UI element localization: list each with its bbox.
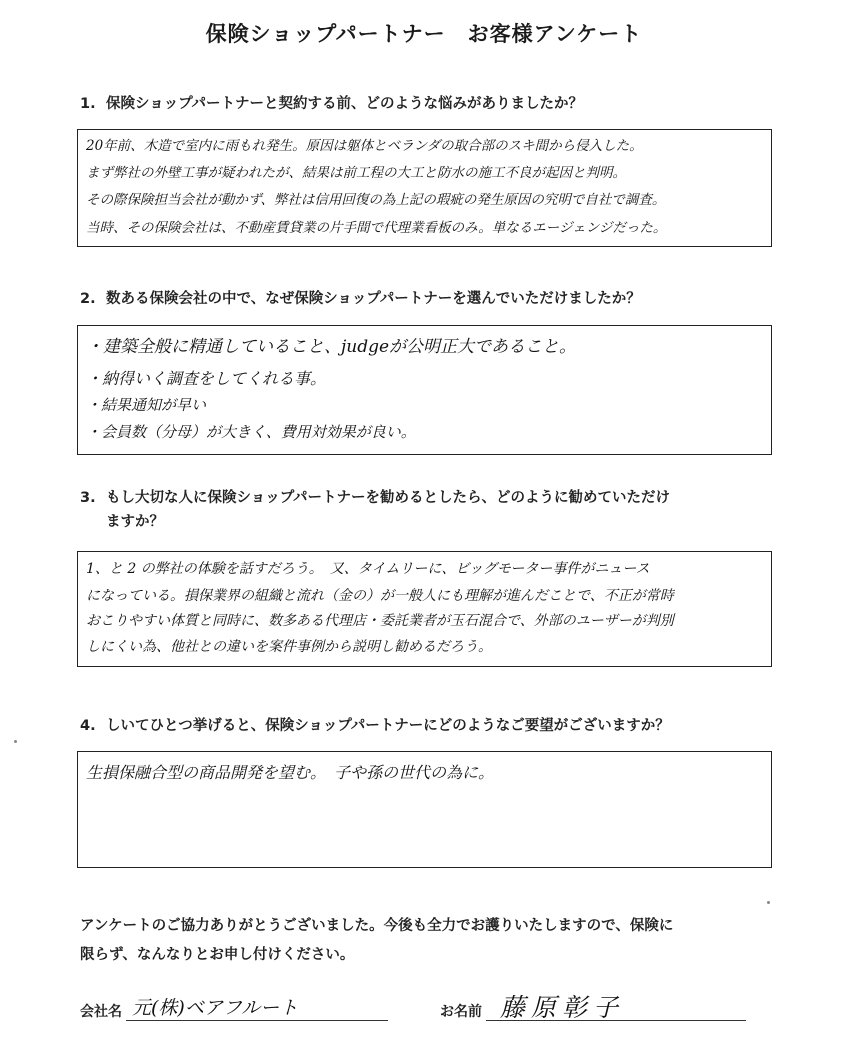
- question-text: 保険ショップパートナーと契約する前、どのような悩みがありましたか？: [106, 96, 584, 112]
- question-1: [80, 92, 780, 116]
- answer-line: その際保険担当会社が動かず、弊社は信用回復の為上記の瑕疵の発生原因の究明で自社で調査。: [86, 192, 666, 208]
- question-number: 2.: [80, 291, 96, 307]
- question-2: [80, 287, 780, 311]
- question-text-continued: ますか？: [106, 514, 164, 530]
- question-number: 3.: [80, 490, 96, 506]
- answer-box-2: [77, 325, 772, 455]
- answer-line: 当時、その保険会社は、不動産賃貸業の片手間で代理業看板のみ。単なるエージェンジだった。: [86, 220, 667, 236]
- name-value: 藤原彰子: [500, 993, 625, 1022]
- answer-box-4: [77, 751, 772, 868]
- question-text: 数ある保険会社の中で、なぜ保険ショップパートナーを選んでいただけましたか？: [106, 291, 641, 307]
- closing-line: アンケートのご協力ありがとうございました。今後も全力でお護りいたしますので、保険に: [80, 918, 674, 934]
- company-label: 会社名: [80, 1004, 122, 1020]
- question-3: [80, 486, 780, 534]
- name-label: お名前: [440, 1004, 482, 1020]
- answer-line: 1、と 2 の弊社の体験を話すだろう。 又、タイムリーに、ビッグモーター事件がニュース: [86, 561, 650, 577]
- company-underline: [126, 1020, 388, 1021]
- answer-line: まず弊社の外壁工事が疑われたが、結果は前工程の大工と防水の施工不良が起因と判明。: [86, 165, 626, 181]
- closing-message: [80, 912, 780, 970]
- scan-speck: [14, 740, 17, 743]
- closing-line: 限らず、なんなりとお申し付けください。: [80, 947, 355, 963]
- scan-speck: [767, 901, 770, 904]
- answer-line: ・納得いく調査をしてくれる事。: [86, 369, 327, 388]
- question-4: [80, 714, 780, 738]
- answer-box-3: [77, 551, 772, 667]
- company-value: 元(株)ベアフルート: [132, 997, 299, 1019]
- answer-line: ・結果通知が早い: [86, 396, 207, 414]
- answer-line: ・会員数（分母）が大きく、費用対効果が良い。: [86, 423, 416, 441]
- survey-title: 保険ショップパートナー お客様アンケート: [205, 22, 643, 46]
- answer-line: ・建築全般に精通していること、judgeが公明正大であること。: [86, 337, 577, 357]
- question-text: もし大切な人に保険ショップパートナーを勧めるとしたら、どのように勧めていただけ: [106, 490, 671, 506]
- answer-line: しにくい為、他社との違いを案件事例から説明し勧めるだろう。: [86, 639, 492, 655]
- answer-line: 20年前、木造で室内に雨もれ発生。原因は躯体とベランダの取合部のスキ間から侵入した。: [86, 138, 643, 154]
- question-number: 1.: [80, 96, 96, 112]
- answer-line: 生損保融合型の商品開発を望む。 子や孫の世代の為に。: [86, 763, 495, 782]
- answer-line: になっている。損保業界の組織と流れ（金の）が一般人にも理解が進んだことで、不正が常時: [86, 588, 674, 604]
- answer-box-1: [77, 129, 772, 247]
- question-text: しいてひとつ挙げると、保険ショップパートナーにどのようなご要望がございますか？: [106, 718, 670, 734]
- answer-line: おこりやすい体質と同時に、数多ある代理店・委託業者が玉石混合で、外部のユーザーが判別: [86, 613, 674, 629]
- question-number: 4.: [80, 718, 96, 734]
